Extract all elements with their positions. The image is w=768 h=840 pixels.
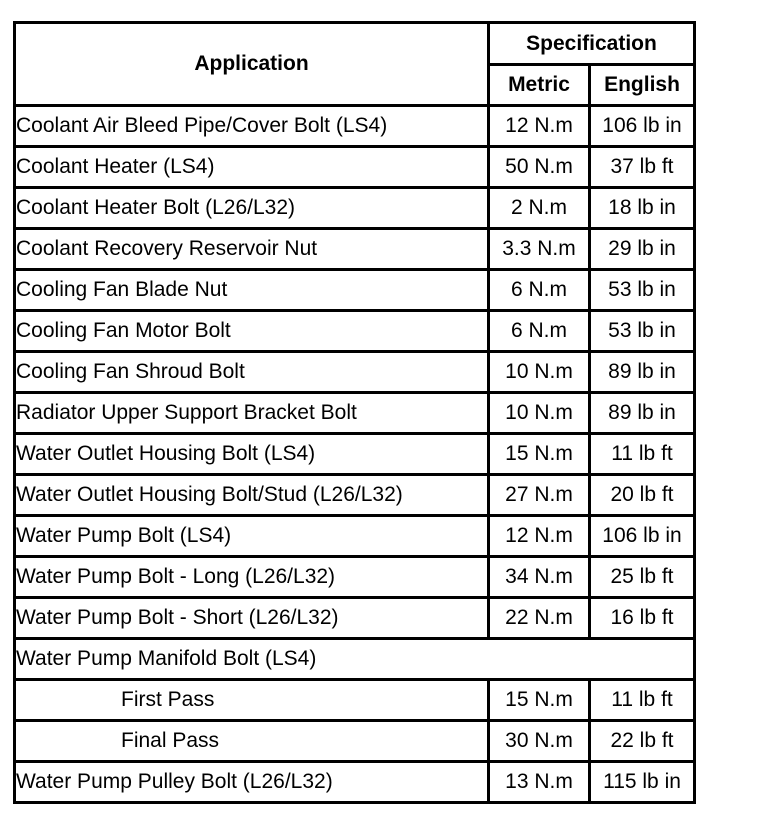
application-cell: Water Pump Bolt - Long (L26/L32): [15, 557, 489, 598]
application-cell: Water Pump Manifold Bolt (LS4): [15, 639, 695, 680]
table-row: [15, 557, 695, 598]
metric-cell: 13 N.m: [489, 762, 590, 803]
application-cell: Coolant Recovery Reservoir Nut: [15, 229, 489, 270]
table-row: [15, 434, 695, 475]
english-cell: 20 lb ft: [590, 475, 695, 516]
english-cell: 37 lb ft: [590, 147, 695, 188]
table-row: [15, 475, 695, 516]
english-cell: 18 lb in: [590, 188, 695, 229]
table-row-group-heading: [15, 639, 695, 680]
metric-cell: 50 N.m: [489, 147, 590, 188]
table-row: [15, 680, 695, 721]
application-header: Application: [15, 23, 489, 106]
metric-cell: 12 N.m: [489, 106, 590, 147]
table-row: [15, 352, 695, 393]
metric-header: Metric: [489, 65, 590, 106]
table-row: [15, 229, 695, 270]
english-cell: 106 lb in: [590, 516, 695, 557]
english-cell: 16 lb ft: [590, 598, 695, 639]
metric-cell: 10 N.m: [489, 352, 590, 393]
table-row: [15, 270, 695, 311]
metric-cell: 3.3 N.m: [489, 229, 590, 270]
metric-cell: 15 N.m: [489, 680, 590, 721]
metric-cell: 10 N.m: [489, 393, 590, 434]
english-cell: 89 lb in: [590, 393, 695, 434]
table-row: [15, 147, 695, 188]
table-row: [15, 311, 695, 352]
table-row: [15, 762, 695, 803]
metric-cell: 30 N.m: [489, 721, 590, 762]
application-cell: Coolant Air Bleed Pipe/Cover Bolt (LS4): [15, 106, 489, 147]
english-cell: 106 lb in: [590, 106, 695, 147]
metric-cell: 27 N.m: [489, 475, 590, 516]
application-cell: Water Pump Bolt (LS4): [15, 516, 489, 557]
application-cell: Coolant Heater Bolt (L26/L32): [15, 188, 489, 229]
english-cell: 11 lb ft: [590, 680, 695, 721]
table-row: [15, 393, 695, 434]
application-cell: Cooling Fan Shroud Bolt: [15, 352, 489, 393]
metric-cell: 6 N.m: [489, 311, 590, 352]
specification-header: Specification: [489, 23, 695, 65]
table-row: [15, 188, 695, 229]
application-cell: Final Pass: [15, 721, 489, 762]
application-cell: Coolant Heater (LS4): [15, 147, 489, 188]
english-header: English: [590, 65, 695, 106]
english-cell: 89 lb in: [590, 352, 695, 393]
english-cell: 11 lb ft: [590, 434, 695, 475]
torque-specification-table: [13, 21, 696, 804]
english-cell: 22 lb ft: [590, 721, 695, 762]
english-cell: 29 lb in: [590, 229, 695, 270]
application-cell: Water Pump Pulley Bolt (L26/L32): [15, 762, 489, 803]
table-row: [15, 516, 695, 557]
english-cell: 53 lb in: [590, 311, 695, 352]
application-cell: Radiator Upper Support Bracket Bolt: [15, 393, 489, 434]
english-cell: 53 lb in: [590, 270, 695, 311]
metric-cell: 22 N.m: [489, 598, 590, 639]
metric-cell: 12 N.m: [489, 516, 590, 557]
application-cell: Water Outlet Housing Bolt/Stud (L26/L32): [15, 475, 489, 516]
table-row: [15, 598, 695, 639]
application-cell: Water Pump Bolt - Short (L26/L32): [15, 598, 489, 639]
metric-cell: 6 N.m: [489, 270, 590, 311]
application-cell: Water Outlet Housing Bolt (LS4): [15, 434, 489, 475]
metric-cell: 34 N.m: [489, 557, 590, 598]
english-cell: 25 lb ft: [590, 557, 695, 598]
metric-cell: 2 N.m: [489, 188, 590, 229]
english-cell: 115 lb in: [590, 762, 695, 803]
metric-cell: 15 N.m: [489, 434, 590, 475]
application-cell: Cooling Fan Blade Nut: [15, 270, 489, 311]
table-row: [15, 106, 695, 147]
application-cell: First Pass: [15, 680, 489, 721]
application-cell: Cooling Fan Motor Bolt: [15, 311, 489, 352]
table-row: [15, 721, 695, 762]
